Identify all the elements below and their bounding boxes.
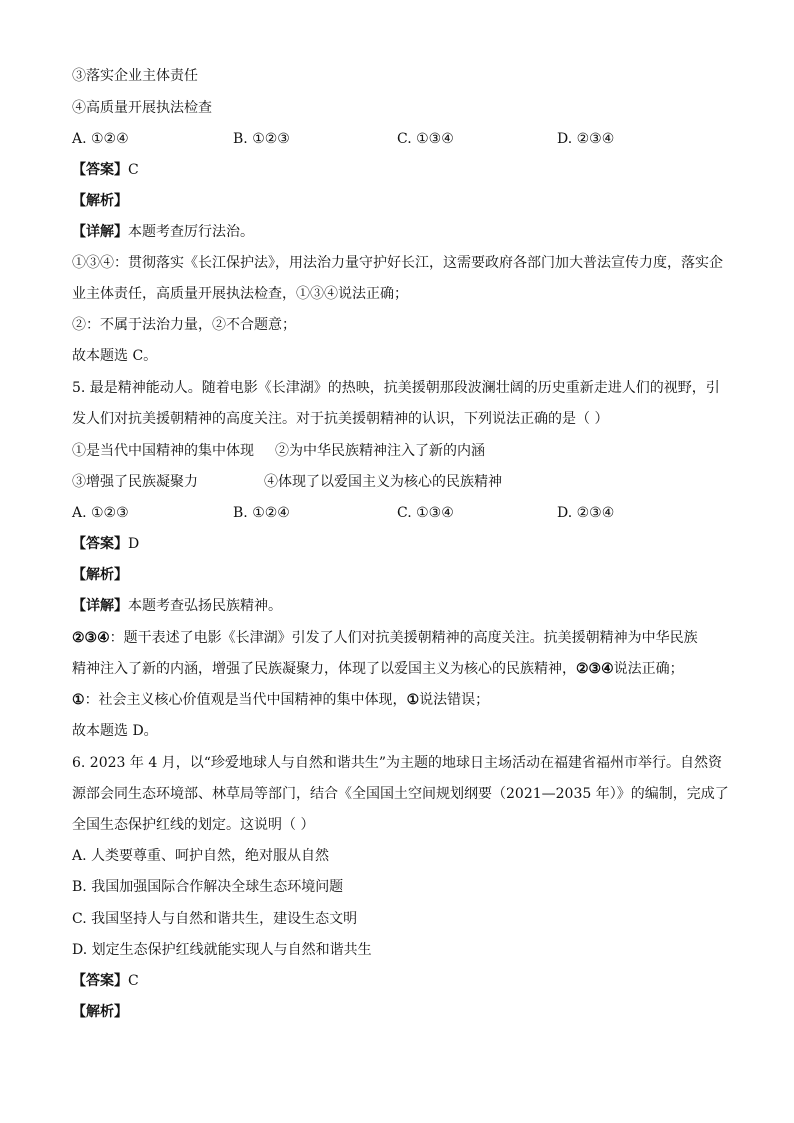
detail-tag: 【详解】 (72, 224, 128, 240)
q6-analysis-tag: 【解析】 (72, 1004, 128, 1020)
q4-explanation-2: ②：不属于法治力量，②不合题意； (72, 317, 296, 333)
explanation-prefix: ① (72, 692, 85, 708)
q4-item-4: ④高质量开展执法检查 (72, 100, 212, 116)
q6-stem-line-1: 6. 2023 年 4 月，以“珍爱地球人与自然和谐共生”为主题的地球日主场活动在福建省福州市举行。自然资 (72, 755, 723, 771)
q5-detail-line (72, 596, 282, 616)
detail-text: 本题考查弘扬民族精神。 (128, 598, 282, 614)
answer-value: C (128, 162, 139, 178)
q5-stem-line-2: 发人们对抗美援朝精神的高度关注。对于抗美援朝精神的认识，下列说法正确的是（ ） (72, 411, 609, 427)
q6-option-d: D. 划定生态保护红线就能实现人与自然和谐共生 (72, 942, 372, 958)
q4-explanation-1-line-1: ①③④：贯彻落实《长江保护法》，用法治力量守护好长江，这需要政府各部门加大普法宣传力度，落实企 (72, 255, 723, 271)
explanation-marker: ① (406, 692, 420, 708)
q4-conclusion: 故本题选 C。 (72, 348, 158, 364)
q6-stem-line-3: 全国生态保护红线的划定。这说明（ ） (72, 817, 315, 833)
q4-option-d: D. ②③④ (557, 131, 615, 147)
q4-option-c: C. ①③④ (397, 131, 454, 147)
q6-answer-line (72, 971, 139, 991)
detail-tag: 【详解】 (72, 598, 128, 614)
explanation-marker: ②③④ (576, 661, 614, 677)
detail-text: 本题考查厉行法治。 (128, 224, 254, 240)
q6-stem-line-2: 源部会同生态环境部、林草局等部门，结合《全国国土空间规划纲要（2021—2035 年）》的编制，完成了 (72, 786, 729, 802)
answer-tag: 【答案】 (72, 536, 128, 552)
q5-item-2: ②为中华民族精神注入了新的内涵 (275, 443, 485, 459)
q6-option-c: C. 我国坚持人与自然和谐共生，建设生态文明 (72, 911, 358, 927)
explanation-text: 说法错误； (419, 692, 490, 708)
q5-item-4: ④体现了以爱国主义为核心的民族精神 (264, 474, 502, 490)
q5-option-a: A. ①②③ (72, 505, 129, 521)
q5-option-d: D. ②③④ (557, 505, 615, 521)
q4-explanation-1-line-2: 业主体责任，高质量开展执法检查，①③④说法正确； (72, 286, 408, 302)
explanation-text: ：题干表述了电影《长津湖》引发了人们对抗美援朝精神的高度关注。抗美援朝精神为中华民族 (109, 630, 698, 646)
q5-explanation-2 (72, 690, 489, 710)
explanation-prefix: ②③④ (72, 630, 110, 646)
q5-explanation-1-line-2 (72, 659, 684, 679)
q5-explanation-1-line-1 (72, 628, 698, 648)
explanation-text: 精神注入了新的内涵，增强了民族凝聚力，体现了以爱国主义为核心的民族精神， (72, 661, 576, 677)
q4-option-a: A. ①②④ (72, 131, 129, 147)
q5-item-3: ③增强了民族凝聚力 (72, 474, 198, 490)
q5-option-c: C. ①③④ (397, 505, 454, 521)
q5-conclusion: 故本题选 D。 (72, 723, 158, 739)
q5-stem-line-1: 5. 最是精神能动人。随着电影《长津湖》的热映，抗美援朝那段波澜壮阔的历史重新走进人们的视野，引 (72, 380, 720, 396)
q5-answer-line (72, 534, 139, 554)
q4-detail-line (72, 222, 254, 242)
answer-value: C (128, 973, 139, 989)
answer-tag: 【答案】 (72, 162, 128, 178)
q5-item-1: ①是当代中国精神的集中体现 (72, 443, 254, 459)
q4-option-b: B. ①②③ (233, 131, 290, 147)
q5-analysis-tag: 【解析】 (72, 567, 128, 583)
q4-analysis-tag: 【解析】 (72, 193, 128, 209)
q4-item-3: ③落实企业主体责任 (72, 68, 198, 84)
answer-tag: 【答案】 (72, 973, 128, 989)
q6-option-b: B. 我国加强国际合作解决全球生态环境问题 (72, 879, 344, 895)
q6-option-a: A. 人类要尊重、呵护自然，绝对服从自然 (72, 848, 330, 864)
q4-answer-line (72, 160, 139, 180)
answer-value: D (128, 536, 140, 552)
q5-option-b: B. ①②④ (233, 505, 290, 521)
explanation-text: 说法正确； (613, 661, 684, 677)
explanation-text: ：社会主义核心价值观是当代中国精神的集中体现， (84, 692, 407, 708)
